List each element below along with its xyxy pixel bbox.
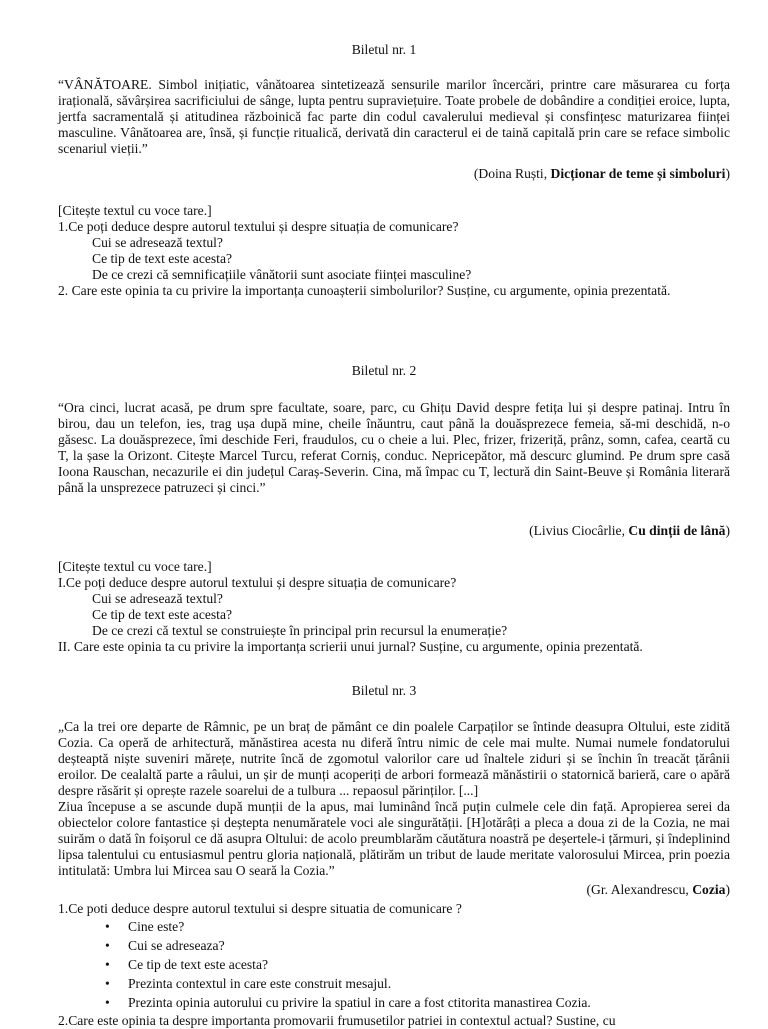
ticket-1-work: Dicționar de teme și simboluri [550,166,726,181]
ticket-2-quote: “Ora cinci, lucrat acasă, pe drum spre facultate, soare, parc, cu Ghițu David despre fetița lui și despre patinaj. Intru în birou, dau un telefon, ies, trag ușa după mine, cheile înăuntru, caut până la douăsprezece femeia, să-mi deschidă, n-o găsesc. La douăsprezece, îmi deschide Feri, fraudulos, cu o cheie a lui. Plec, frizer, frizeriță, prânz, somn, cafea, ceartă cu T, la șase la Orizont. Citește Marcel Turcu, referat Corniș, conduc. Nepricepător, mă descurc glumind. Pe drum spre casă Ioona Rauschan, necazurile ei din județul Caraș-Severin. Cina, mă împac cu T, lectură din Saint-Beuve și România literară până la unsprezece patruzeci și cinci.” [58,400,730,495]
ticket-3-bullet: • Ce tip de text este acesta? [58,955,730,974]
ticket-2-attr-close: ) [725,523,730,538]
ticket-1-quote: “VÂNĂTOARE. Simbol inițiatic, vânătoarea sintetizează sensurile marilor încercări, printre care măsurarea cu forța irațională, săvârșirea sacrificiului de sânge, lupta pentru supraviețuire. Toate probele de dobândire a condiției eroice, lupta, jertfa sacramentală și atitudinea războinică fac parte din codul cavalerului medieval și consfințesc maturizarea ființei masculine. Vânătoarea are, însă, și funcție ritualică, derivată din caracterul ei de taină capitală prin care se reface simbolic scenariul vieții.” [58,77,730,156]
ticket-3-title: Biletul nr. 3 [351,683,417,698]
ticket-1-attr-close: ) [725,166,730,181]
ticket-1-questions [58,203,730,299]
ticket-3-author: (Gr. Alexandrescu, [586,882,693,897]
ticket-3-work: Cozia [692,882,726,897]
ticket-3-quote-paragraph-2: Ziua începuse a se ascunde după munții de la apus, mai luminând încă puțin culmele cele din față. Apropierea serei da obiectelor colore fantastice și deștepta nenumăratele voci ale singurătății. [H]otărâți a pleca a doua zi de la Cozia, ne mai suirăm o dată în foișorul ce dă asupra Oltului: de acolo preumblarăm căutătura noastră pe deșertele-i țărmuri, și îndeplinind lipsa talentului cu entusiasmul pentru gloria națională, plătirăm un tribut de laude meritate valorosului Mircea, prin poezia intitulată: Umbra lui Mircea sau O seară la Cozia.” [58,799,730,878]
ticket-1-question-1: 1.Ce poți deduce despre autorul textului și despre situația de comunicare? [58,219,459,234]
ticket-3-attribution [587,882,730,898]
ticket-3-bullet-list [58,917,730,1012]
ticket-3-questions [58,901,730,1012]
ticket-2-work: Cu dinții de lână [628,523,726,538]
ticket-3-question-2: 2.Care este opinia ta despre importanta promovarii frumusetilor patriei in contextul actual? Sustine, cu [58,1013,616,1028]
ticket-3-bullet: • Cine este? [58,917,730,936]
ticket-1-subquestion: Ce tip de text este acesta? [92,251,233,266]
ticket-2-questions [58,559,730,655]
ticket-3-attr-close: ) [725,882,730,897]
ticket-1-question-2: 2. Care este opinia ta cu privire la importanța cunoașterii simbolurilor? Susține, cu argumente, opinia prezentată. [58,283,671,298]
ticket-2-subquestion: De ce crezi că textul se construiește în principal prin recursul la enumerație? [92,623,508,638]
ticket-3-quote-paragraph-1: „Ca la trei ore departe de Râmnic, pe un braț de pământ ce din poalele Carpaților se întinde deasupra Oltului, este zidită Cozia. Ca operă de arhitectură, mănăstirea acesta nu diferă întru nimic de cele mai multe. Numai numele fondatorului deșteaptă niște suveniri mărețe, nutrite încă de zgomotul valorilor care ud înaltele ziduri și se închin în treacăt țărânii eroilor. De cealaltă parte a râului, un șir de munți acoperiți de arbori formează mănăstirii o statornică barieră, care o apără despre răsărit și oprește razele soarelui de a tulbura ... repaosul părinților. [...] [58,719,730,798]
ticket-1-subquestion: De ce crezi că semnificațiile vânătorii sunt asociate ființei masculine? [92,267,472,282]
ticket-1-read-instruction: [Citește textul cu voce tare.] [58,203,212,218]
ticket-1-title: Biletul nr. 1 [351,42,417,57]
ticket-2-title: Biletul nr. 2 [351,363,417,378]
ticket-1-subquestion: Cui se adresează textul? [92,235,223,250]
ticket-3-bullet: • Cui se adreseaza? [58,936,730,955]
ticket-3-question-1: 1.Ce poti deduce despre autorul textului si despre situatia de comunicare ? [58,901,462,916]
ticket-1-author: (Doina Ruști, [473,166,551,181]
ticket-3-quote [58,719,730,879]
ticket-2-attribution [529,523,730,539]
ticket-2-author: (Livius Ciocârlie, [529,523,629,538]
ticket-2-subquestion: Ce tip de text este acesta? [92,607,233,622]
ticket-3-bullet: • Prezinta contextul in care este construit mesajul. [58,974,730,993]
ticket-3-bullet: • Prezinta opinia autorului cu privire la spatiul in care a fost ctitorita manastirea Cozia. [58,993,730,1012]
ticket-2-question-2: II. Care este opinia ta cu privire la importanța scrierii unui jurnal? Susține, cu argumente, opinia prezentată. [58,639,643,654]
ticket-2-subquestion: Cui se adresează textul? [92,591,223,606]
ticket-2-read-instruction: [Citește textul cu voce tare.] [58,559,212,574]
ticket-1-attribution [474,166,730,182]
ticket-2-question-1: I.Ce poți deduce despre autorul textului și despre situația de comunicare? [58,575,457,590]
